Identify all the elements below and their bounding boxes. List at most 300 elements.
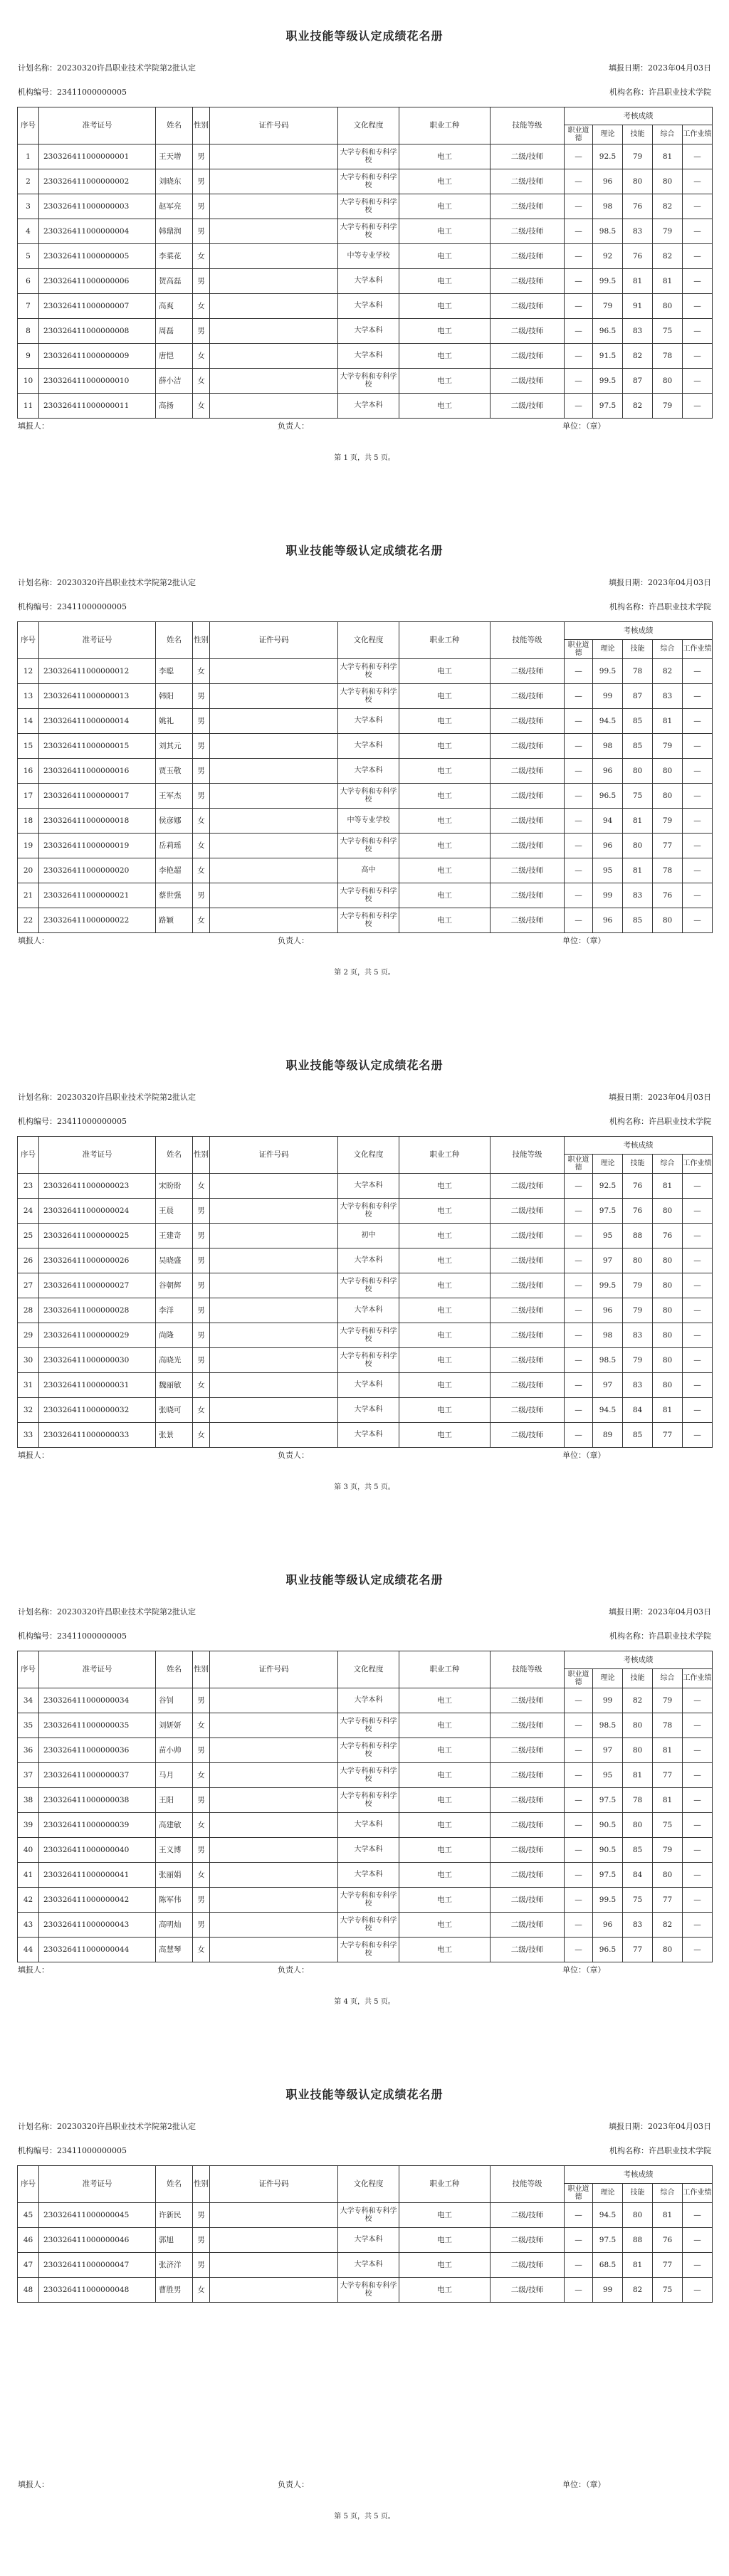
cell-education: 大学专科和专科学校 xyxy=(338,169,399,194)
cell-overall: 77 xyxy=(653,2253,683,2278)
cell-performance: — xyxy=(683,1838,713,1863)
table-row xyxy=(18,1224,713,1248)
header-seq: 序号 xyxy=(18,2166,39,2203)
cell-overall: 81 xyxy=(653,2203,683,2228)
header-ethics: 职业道德 xyxy=(565,1669,593,1688)
cell-occupation: 电工 xyxy=(399,759,491,784)
cell-seq: 23 xyxy=(18,1174,39,1199)
cell-education: 大学本科 xyxy=(338,2253,399,2278)
header-performance: 工作业绩 xyxy=(683,125,713,144)
score-table xyxy=(17,1651,713,1962)
cell-exam-no: 230326411000000001 xyxy=(39,144,156,169)
header-exam-no: 准考证号 xyxy=(39,1651,156,1688)
cell-ethics: — xyxy=(565,1763,593,1788)
cell-overall: 76 xyxy=(653,2228,683,2253)
cell-name: 陈军伟 xyxy=(156,1888,193,1913)
cell-occupation: 电工 xyxy=(399,1888,491,1913)
cell-gender: 男 xyxy=(193,1838,210,1863)
cell-exam-no: 230326411000000002 xyxy=(39,169,156,194)
cell-ethics: — xyxy=(565,2278,593,2303)
cell-overall: 80 xyxy=(653,169,683,194)
cell-theory: 94 xyxy=(593,809,623,834)
cell-theory: 90.5 xyxy=(593,1813,623,1838)
cell-skill: 83 xyxy=(623,1913,653,1938)
cell-overall: 80 xyxy=(653,369,683,394)
header-skill: 技能 xyxy=(623,1155,653,1174)
cell-gender: 女 xyxy=(193,834,210,858)
cell-id-no xyxy=(210,734,338,759)
cell-theory: 98 xyxy=(593,734,623,759)
header-seq: 序号 xyxy=(18,1651,39,1688)
cell-overall: 79 xyxy=(653,219,683,244)
cell-theory: 96 xyxy=(593,1298,623,1323)
cell-level: 二级/技师 xyxy=(491,734,565,759)
cell-ethics: — xyxy=(565,1199,593,1224)
cell-id-no xyxy=(210,1913,338,1938)
cell-id-no xyxy=(210,1323,338,1348)
cell-gender: 女 xyxy=(193,244,210,269)
cell-name: 宋盼盼 xyxy=(156,1174,193,1199)
header-id-no: 证件号码 xyxy=(210,1137,338,1174)
owner-label: 负责人： xyxy=(278,1451,309,1460)
cell-overall: 81 xyxy=(653,1738,683,1763)
cell-gender: 男 xyxy=(193,2253,210,2278)
table-row xyxy=(18,784,713,809)
header-performance: 工作业绩 xyxy=(683,1669,713,1688)
cell-performance: — xyxy=(683,1763,713,1788)
header-level: 技能等级 xyxy=(491,1651,565,1688)
cell-theory: 96.5 xyxy=(593,319,623,344)
cell-id-no xyxy=(210,784,338,809)
cell-seq: 19 xyxy=(18,834,39,858)
cell-level: 二级/技师 xyxy=(491,219,565,244)
cell-level: 二级/技师 xyxy=(491,1398,565,1423)
cell-name: 谷钊 xyxy=(156,1688,193,1713)
cell-name: 张丽娟 xyxy=(156,1863,193,1888)
cell-level: 二级/技师 xyxy=(491,244,565,269)
header-skill: 技能 xyxy=(623,125,653,144)
cell-performance: — xyxy=(683,1913,713,1938)
cell-occupation: 电工 xyxy=(399,344,491,369)
cell-name: 马月 xyxy=(156,1763,193,1788)
header-occupation: 职业工种 xyxy=(399,2166,491,2203)
table-row xyxy=(18,883,713,908)
cell-seq: 13 xyxy=(18,684,39,709)
cell-overall: 78 xyxy=(653,1713,683,1738)
cell-overall: 82 xyxy=(653,194,683,219)
cell-gender: 男 xyxy=(193,169,210,194)
cell-ethics: — xyxy=(565,269,593,294)
cell-seq: 9 xyxy=(18,344,39,369)
cell-exam-no: 230326411000000031 xyxy=(39,1373,156,1398)
cell-theory: 96 xyxy=(593,1913,623,1938)
cell-exam-no: 230326411000000045 xyxy=(39,2203,156,2228)
cell-id-no xyxy=(210,684,338,709)
header-id-no: 证件号码 xyxy=(210,107,338,144)
cell-performance: — xyxy=(683,294,713,319)
cell-performance: — xyxy=(683,858,713,883)
table-row xyxy=(18,1788,713,1813)
cell-performance: — xyxy=(683,1398,713,1423)
cell-education: 大学本科 xyxy=(338,1423,399,1448)
plan-name: 计划名称：20230320许昌职业技术学院第2批认定 xyxy=(18,1607,196,1616)
cell-gender: 女 xyxy=(193,809,210,834)
cell-level: 二级/技师 xyxy=(491,1298,565,1323)
cell-id-no xyxy=(210,144,338,169)
header-exam-no: 准考证号 xyxy=(39,1137,156,1174)
cell-skill: 83 xyxy=(623,1373,653,1398)
cell-performance: — xyxy=(683,319,713,344)
cell-education: 大学本科 xyxy=(338,319,399,344)
cell-occupation: 电工 xyxy=(399,244,491,269)
page-number: 第 5 页，共 5 页。 xyxy=(334,2513,395,2520)
header-theory: 理论 xyxy=(593,1669,623,1688)
header-education: 文化程度 xyxy=(338,2166,399,2203)
cell-theory: 89 xyxy=(593,1423,623,1448)
cell-gender: 女 xyxy=(193,1713,210,1738)
table-row xyxy=(18,1888,713,1913)
header-education: 文化程度 xyxy=(338,107,399,144)
cell-education: 大学专科和专科学校 xyxy=(338,1713,399,1738)
table-row xyxy=(18,219,713,244)
cell-overall: 79 xyxy=(653,734,683,759)
unit-label: 单位：（章） xyxy=(562,2480,606,2489)
cell-ethics: — xyxy=(565,1838,593,1863)
cell-seq: 16 xyxy=(18,759,39,784)
cell-exam-no: 230326411000000029 xyxy=(39,1323,156,1348)
cell-performance: — xyxy=(683,219,713,244)
cell-theory: 96.5 xyxy=(593,1938,623,1962)
cell-seq: 22 xyxy=(18,908,39,933)
cell-exam-no: 230326411000000039 xyxy=(39,1813,156,1838)
cell-overall: 80 xyxy=(653,1248,683,1273)
table-row xyxy=(18,394,713,419)
cell-education: 大学专科和专科学校 xyxy=(338,1199,399,1224)
cell-overall: 79 xyxy=(653,1688,683,1713)
table-row xyxy=(18,1813,713,1838)
header-scores: 考核成绩 xyxy=(565,1137,713,1155)
table-row xyxy=(18,344,713,369)
table-row xyxy=(18,244,713,269)
cell-ethics: — xyxy=(565,1348,593,1373)
cell-occupation: 电工 xyxy=(399,734,491,759)
table-row xyxy=(18,709,713,734)
cell-skill: 76 xyxy=(623,1174,653,1199)
cell-seq: 27 xyxy=(18,1273,39,1298)
cell-ethics: — xyxy=(565,809,593,834)
table-row xyxy=(18,908,713,933)
cell-education: 大学专科和专科学校 xyxy=(338,144,399,169)
cell-education: 大学专科和专科学校 xyxy=(338,659,399,684)
cell-overall: 75 xyxy=(653,2278,683,2303)
cell-exam-no: 230326411000000040 xyxy=(39,1838,156,1863)
cell-skill: 80 xyxy=(623,759,653,784)
org-code: 机构编号：23411000000005 xyxy=(18,1117,127,1126)
cell-performance: — xyxy=(683,684,713,709)
cell-education: 大学专科和专科学校 xyxy=(338,219,399,244)
cell-ethics: — xyxy=(565,1398,593,1423)
unit-label: 单位：（章） xyxy=(562,1965,606,1975)
cell-gender: 男 xyxy=(193,734,210,759)
table-row xyxy=(18,1248,713,1273)
cell-exam-no: 230326411000000035 xyxy=(39,1713,156,1738)
cell-exam-no: 230326411000000006 xyxy=(39,269,156,294)
cell-id-no xyxy=(210,1423,338,1448)
cell-id-no xyxy=(210,809,338,834)
cell-gender: 男 xyxy=(193,319,210,344)
cell-performance: — xyxy=(683,1938,713,1962)
cell-occupation: 电工 xyxy=(399,1738,491,1763)
cell-gender: 女 xyxy=(193,344,210,369)
page-number: 第 3 页，共 5 页。 xyxy=(334,1483,395,1491)
cell-seq: 21 xyxy=(18,883,39,908)
cell-id-no xyxy=(210,1688,338,1713)
cell-seq: 1 xyxy=(18,144,39,169)
table-row xyxy=(18,1913,713,1938)
cell-education: 大学专科和专科学校 xyxy=(338,1273,399,1298)
cell-exam-no: 230326411000000021 xyxy=(39,883,156,908)
cell-ethics: — xyxy=(565,784,593,809)
plan-name: 计划名称：20230320许昌职业技术学院第2批认定 xyxy=(18,2122,196,2131)
table-row xyxy=(18,2228,713,2253)
cell-gender: 男 xyxy=(193,1224,210,1248)
cell-name: 高扬 xyxy=(156,394,193,419)
cell-skill: 78 xyxy=(623,1788,653,1813)
cell-occupation: 电工 xyxy=(399,809,491,834)
plan-name: 计划名称：20230320许昌职业技术学院第2批认定 xyxy=(18,63,196,73)
cell-seq: 15 xyxy=(18,734,39,759)
cell-overall: 82 xyxy=(653,1913,683,1938)
cell-education: 初中 xyxy=(338,1224,399,1248)
cell-occupation: 电工 xyxy=(399,1913,491,1938)
cell-gender: 女 xyxy=(193,1938,210,1962)
cell-seq: 20 xyxy=(18,858,39,883)
cell-seq: 36 xyxy=(18,1738,39,1763)
cell-performance: — xyxy=(683,1738,713,1763)
page-number: 第 4 页，共 5 页。 xyxy=(334,1998,395,2006)
cell-education: 大学本科 xyxy=(338,759,399,784)
cell-id-no xyxy=(210,294,338,319)
cell-skill: 80 xyxy=(623,1713,653,1738)
table-row xyxy=(18,144,713,169)
cell-theory: 68.5 xyxy=(593,2253,623,2278)
cell-ethics: — xyxy=(565,1373,593,1398)
cell-seq: 37 xyxy=(18,1763,39,1788)
cell-seq: 12 xyxy=(18,659,39,684)
cell-gender: 女 xyxy=(193,1398,210,1423)
cell-name: 王义博 xyxy=(156,1838,193,1863)
cell-education: 大学专科和专科学校 xyxy=(338,784,399,809)
org-name: 机构名称：许昌职业技术学院 xyxy=(609,2146,711,2155)
header-name: 姓名 xyxy=(156,1137,193,1174)
roster-page xyxy=(0,0,729,515)
cell-gender: 男 xyxy=(193,219,210,244)
cell-education: 大学本科 xyxy=(338,734,399,759)
score-table xyxy=(17,1136,713,1448)
cell-exam-no: 230326411000000005 xyxy=(39,244,156,269)
cell-education: 大学本科 xyxy=(338,1813,399,1838)
cell-occupation: 电工 xyxy=(399,1348,491,1373)
cell-gender: 男 xyxy=(193,709,210,734)
cell-gender: 女 xyxy=(193,908,210,933)
cell-skill: 81 xyxy=(623,858,653,883)
cell-overall: 83 xyxy=(653,684,683,709)
cell-ethics: — xyxy=(565,1423,593,1448)
header-skill: 技能 xyxy=(623,2184,653,2203)
cell-ethics: — xyxy=(565,759,593,784)
cell-name: 蔡世强 xyxy=(156,883,193,908)
cell-occupation: 电工 xyxy=(399,1273,491,1298)
header-overall: 综合 xyxy=(653,2184,683,2203)
header-overall: 综合 xyxy=(653,640,683,659)
cell-exam-no: 230326411000000041 xyxy=(39,1863,156,1888)
cell-id-no xyxy=(210,1938,338,1962)
cell-gender: 男 xyxy=(193,1688,210,1713)
cell-performance: — xyxy=(683,394,713,419)
cell-exam-no: 230326411000000008 xyxy=(39,319,156,344)
cell-education: 大学本科 xyxy=(338,1373,399,1398)
cell-skill: 76 xyxy=(623,1199,653,1224)
cell-skill: 83 xyxy=(623,319,653,344)
cell-name: 岳莉瑶 xyxy=(156,834,193,858)
table-row xyxy=(18,759,713,784)
cell-level: 二级/技师 xyxy=(491,2228,565,2253)
cell-education: 大学专科和专科学校 xyxy=(338,1323,399,1348)
cell-ethics: — xyxy=(565,1323,593,1348)
table-row xyxy=(18,1323,713,1348)
cell-performance: — xyxy=(683,1199,713,1224)
cell-id-no xyxy=(210,1174,338,1199)
table-row xyxy=(18,1298,713,1323)
table-body xyxy=(18,1688,713,1962)
cell-seq: 5 xyxy=(18,244,39,269)
cell-level: 二级/技师 xyxy=(491,1199,565,1224)
cell-id-no xyxy=(210,1199,338,1224)
cell-name: 谷朝辉 xyxy=(156,1273,193,1298)
header-occupation: 职业工种 xyxy=(399,622,491,659)
cell-performance: — xyxy=(683,169,713,194)
table-row xyxy=(18,858,713,883)
cell-overall: 77 xyxy=(653,1423,683,1448)
cell-name: 唐恺 xyxy=(156,344,193,369)
cell-seq: 33 xyxy=(18,1423,39,1448)
cell-name: 高明灿 xyxy=(156,1913,193,1938)
header-level: 技能等级 xyxy=(491,107,565,144)
header-gender: 性别 xyxy=(193,107,210,144)
cell-performance: — xyxy=(683,734,713,759)
cell-id-no xyxy=(210,2203,338,2228)
cell-exam-no: 230326411000000010 xyxy=(39,369,156,394)
cell-level: 二级/技师 xyxy=(491,2278,565,2303)
cell-theory: 90.5 xyxy=(593,1838,623,1863)
header-seq: 序号 xyxy=(18,1137,39,1174)
cell-exam-no: 230326411000000012 xyxy=(39,659,156,684)
score-table xyxy=(17,2165,713,2303)
cell-seq: 46 xyxy=(18,2228,39,2253)
header-level: 技能等级 xyxy=(491,622,565,659)
cell-gender: 男 xyxy=(193,1788,210,1813)
cell-gender: 男 xyxy=(193,2228,210,2253)
cell-ethics: — xyxy=(565,2203,593,2228)
cell-name: 刘其元 xyxy=(156,734,193,759)
cell-level: 二级/技师 xyxy=(491,659,565,684)
header-occupation: 职业工种 xyxy=(399,1651,491,1688)
cell-seq: 14 xyxy=(18,709,39,734)
cell-id-no xyxy=(210,394,338,419)
table-row xyxy=(18,169,713,194)
cell-ethics: — xyxy=(565,1174,593,1199)
cell-education: 大学专科和专科学校 xyxy=(338,1738,399,1763)
cell-gender: 男 xyxy=(193,1888,210,1913)
cell-seq: 31 xyxy=(18,1373,39,1398)
cell-name: 张济洋 xyxy=(156,2253,193,2278)
cell-gender: 女 xyxy=(193,659,210,684)
cell-exam-no: 230326411000000032 xyxy=(39,1398,156,1423)
cell-skill: 75 xyxy=(623,1888,653,1913)
cell-ethics: — xyxy=(565,1273,593,1298)
cell-performance: — xyxy=(683,809,713,834)
cell-occupation: 电工 xyxy=(399,1713,491,1738)
cell-theory: 99.5 xyxy=(593,659,623,684)
table-row xyxy=(18,1348,713,1373)
header-theory: 理论 xyxy=(593,1155,623,1174)
cell-name: 尚隆 xyxy=(156,1323,193,1348)
cell-occupation: 电工 xyxy=(399,784,491,809)
cell-id-no xyxy=(210,858,338,883)
cell-name: 张晓可 xyxy=(156,1398,193,1423)
cell-exam-no: 230326411000000024 xyxy=(39,1199,156,1224)
cell-ethics: — xyxy=(565,1863,593,1888)
cell-theory: 97.5 xyxy=(593,1788,623,1813)
cell-overall: 81 xyxy=(653,144,683,169)
cell-performance: — xyxy=(683,709,713,734)
cell-id-no xyxy=(210,369,338,394)
cell-id-no xyxy=(210,1398,338,1423)
header-gender: 性别 xyxy=(193,1137,210,1174)
cell-overall: 77 xyxy=(653,1763,683,1788)
cell-name: 王晨 xyxy=(156,1199,193,1224)
cell-ethics: — xyxy=(565,169,593,194)
page-title: 职业技能等级认定成绩花名册 xyxy=(285,29,444,43)
cell-overall: 81 xyxy=(653,269,683,294)
cell-skill: 81 xyxy=(623,2253,653,2278)
cell-seq: 41 xyxy=(18,1863,39,1888)
cell-id-no xyxy=(210,1763,338,1788)
owner-label: 负责人： xyxy=(278,421,309,431)
header-education: 文化程度 xyxy=(338,1137,399,1174)
cell-seq: 25 xyxy=(18,1224,39,1248)
cell-skill: 81 xyxy=(623,809,653,834)
cell-performance: — xyxy=(683,269,713,294)
cell-skill: 81 xyxy=(623,269,653,294)
cell-overall: 80 xyxy=(653,1323,683,1348)
cell-gender: 男 xyxy=(193,194,210,219)
cell-occupation: 电工 xyxy=(399,1838,491,1863)
cell-name: 高爽 xyxy=(156,294,193,319)
cell-seq: 2 xyxy=(18,169,39,194)
filler-label: 填报人： xyxy=(18,421,49,431)
cell-education: 大学本科 xyxy=(338,2228,399,2253)
cell-level: 二级/技师 xyxy=(491,883,565,908)
fill-date: 填报日期：2023年04月03日 xyxy=(609,2122,711,2131)
cell-education: 大学本科 xyxy=(338,269,399,294)
cell-exam-no: 230326411000000015 xyxy=(39,734,156,759)
cell-education: 中等专业学校 xyxy=(338,244,399,269)
cell-education: 大学本科 xyxy=(338,1248,399,1273)
header-level: 技能等级 xyxy=(491,2166,565,2203)
org-name: 机构名称：许昌职业技术学院 xyxy=(609,1117,711,1126)
cell-level: 二级/技师 xyxy=(491,759,565,784)
